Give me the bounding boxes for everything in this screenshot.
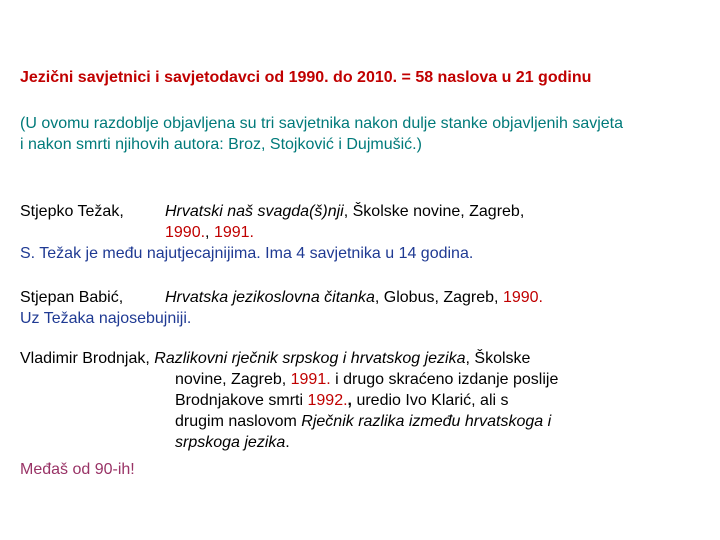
tezak-publisher: , Školske novine, Zagreb, <box>343 203 525 220</box>
intro-paragraph <box>20 113 623 155</box>
brodnjak-second-title: Rječnik razlika između hrvatskoga i <box>301 413 552 430</box>
brodnjak-line-2-post: i drugo skraćeno izdanje poslije <box>330 371 559 388</box>
tezak-author: Stjepko Težak, <box>20 203 124 220</box>
tezak-note: S. Težak je među najutjecajnijima. Ima 4 savjetnika u 14 godina. <box>20 245 474 262</box>
intro-line-1: (U ovomu razdoblje objavljena su tri savjetnika nakon dulje stanke objavljenih savjeta <box>20 115 624 132</box>
entry-babic <box>20 287 543 329</box>
babic-publisher: , Globus, Zagreb, <box>374 289 503 306</box>
brodnjak-year-1992: 1992. <box>307 392 348 409</box>
babic-note: Uz Težaka najosebujniji. <box>20 310 192 327</box>
tezak-year-1: 1990. <box>165 224 206 241</box>
babic-year: 1990. <box>502 289 543 306</box>
slide-title: Jezični savjetnici i savjetodavci od 1990. do 2010. = 58 naslova u 21 godinu <box>20 69 592 86</box>
babic-author: Stjepan Babić, <box>20 289 124 306</box>
intro-line-2: i nakon smrti njihovih autora: Broz, Stojković i Dujmušić.) <box>20 136 422 153</box>
brodnjak-line-3-pre: Brodnjakove smrti <box>175 392 308 409</box>
tezak-year-2: 1991. <box>213 224 254 241</box>
brodnjak-second-title-cont: srpskoga jezika <box>175 434 286 451</box>
brodnjak-line-4-pre: drugim naslovom <box>175 413 302 430</box>
brodnjak-line-3-post: uredio Ivo Klarić, ali s <box>352 392 509 409</box>
brodnjak-line-2-pre: novine, Zagreb, <box>175 371 291 388</box>
brodnjak-author: Vladimir Brodnjak, <box>20 350 155 367</box>
brodnjak-publisher: , Školske <box>465 350 531 367</box>
babic-work-title: Hrvatska jezikoslovna čitanka <box>165 289 375 306</box>
brodnjak-year-1991: 1991. <box>290 371 331 388</box>
medas-note: Međaš od 90-ih! <box>20 461 135 478</box>
tezak-work-title: Hrvatski naš svagda(š)nji <box>165 203 344 220</box>
brodnjak-work-title: Razlikovni rječnik srpskog i hrvatskog jezika <box>154 350 466 367</box>
tezak-year-sep: , <box>205 224 214 241</box>
brodnjak-line-5-post: . <box>285 434 290 451</box>
brodnjak-line-3-comma: , <box>347 392 352 409</box>
entry-brodnjak <box>20 348 559 453</box>
entry-tezak <box>20 201 525 264</box>
